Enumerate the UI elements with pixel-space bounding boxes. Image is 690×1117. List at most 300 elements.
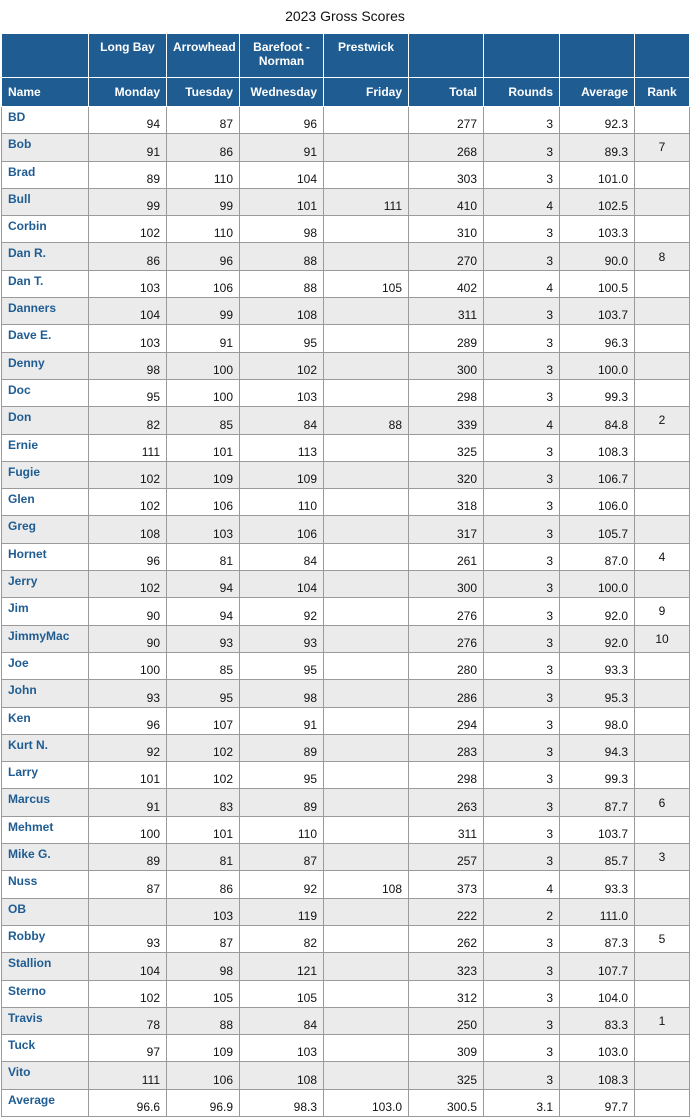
- wednesday-score: 102: [240, 352, 324, 379]
- player-name: Ken: [2, 707, 89, 734]
- average-score: 93.3: [560, 871, 635, 898]
- rounds-count: 3: [484, 652, 560, 679]
- monday-score: 103: [89, 270, 167, 297]
- rank-value: [635, 816, 690, 843]
- table-row: [2, 625, 690, 652]
- tuesday-score: 88: [167, 1007, 240, 1034]
- wednesday-score: 91: [240, 707, 324, 734]
- wednesday-score: 96: [240, 107, 324, 134]
- rank-value: [635, 325, 690, 352]
- column-header-rank: Rank: [635, 78, 690, 107]
- tuesday-score: 109: [167, 461, 240, 488]
- wednesday-score: 95: [240, 762, 324, 789]
- friday-score: [324, 489, 409, 516]
- friday-score: [324, 625, 409, 652]
- total-score: 373: [409, 871, 484, 898]
- monday-score: 91: [89, 134, 167, 161]
- table-row: [2, 762, 690, 789]
- wednesday-score: 103: [240, 379, 324, 406]
- average-score: 95.3: [560, 680, 635, 707]
- average-score: 100.0: [560, 571, 635, 598]
- average-score: 98.0: [560, 707, 635, 734]
- player-name: OB: [2, 898, 89, 925]
- friday-score: [324, 953, 409, 980]
- wednesday-score: 104: [240, 161, 324, 188]
- wednesday-score: 89: [240, 734, 324, 761]
- wednesday-score: 93: [240, 625, 324, 652]
- friday-score: [324, 816, 409, 843]
- wednesday-score: 121: [240, 953, 324, 980]
- monday-score: [89, 898, 167, 925]
- friday-score: [324, 134, 409, 161]
- tuesday-score: 85: [167, 407, 240, 434]
- tuesday-score: 100: [167, 352, 240, 379]
- friday-score: [324, 1035, 409, 1062]
- tuesday-score: 94: [167, 598, 240, 625]
- rounds-count: 3: [484, 1007, 560, 1034]
- average-score: 93.3: [560, 652, 635, 679]
- course-friday: Prestwick: [324, 34, 409, 78]
- monday-score: 91: [89, 789, 167, 816]
- rank-value: 5: [635, 925, 690, 952]
- tuesday-score: 81: [167, 543, 240, 570]
- friday-score: [324, 434, 409, 461]
- friday-score: [324, 325, 409, 352]
- total-score: 261: [409, 543, 484, 570]
- friday-score: [324, 216, 409, 243]
- rank-value: [635, 461, 690, 488]
- friday-score: [324, 898, 409, 925]
- monday-score: 103: [89, 325, 167, 352]
- wednesday-score: 84: [240, 1007, 324, 1034]
- rounds-count: 3: [484, 489, 560, 516]
- rounds-count: 3: [484, 298, 560, 325]
- rank-value: [635, 1062, 690, 1089]
- tuesday-score: 107: [167, 707, 240, 734]
- player-name: Bull: [2, 188, 89, 215]
- player-name: Ernie: [2, 434, 89, 461]
- wednesday-score: 119: [240, 898, 324, 925]
- average-score: 92.0: [560, 625, 635, 652]
- table-row: [2, 844, 690, 871]
- tuesday-score: 86: [167, 134, 240, 161]
- wednesday-score: 92: [240, 598, 324, 625]
- rank-value: [635, 516, 690, 543]
- tuesday-score: 93: [167, 625, 240, 652]
- column-header-name: Name: [2, 78, 89, 107]
- total-score: 294: [409, 707, 484, 734]
- friday-score: [324, 680, 409, 707]
- rank-value: [635, 571, 690, 598]
- tuesday-score: 98: [167, 953, 240, 980]
- table-row: [2, 298, 690, 325]
- column-header-rounds: Rounds: [484, 78, 560, 107]
- player-name: Larry: [2, 762, 89, 789]
- friday-score: [324, 734, 409, 761]
- rounds-count: 3: [484, 980, 560, 1007]
- friday-score: 105: [324, 270, 409, 297]
- rounds-count: 3: [484, 625, 560, 652]
- rank-value: [635, 734, 690, 761]
- monday-score: 101: [89, 762, 167, 789]
- average-score: 87.0: [560, 543, 635, 570]
- wednesday-score: 110: [240, 489, 324, 516]
- rank-value: 3: [635, 844, 690, 871]
- total-score: 312: [409, 980, 484, 1007]
- average-score: 99.3: [560, 379, 635, 406]
- friday-score: [324, 379, 409, 406]
- player-name: Fugie: [2, 461, 89, 488]
- monday-score: 96: [89, 543, 167, 570]
- total-score: 300: [409, 571, 484, 598]
- total-score: 276: [409, 598, 484, 625]
- monday-score: 92: [89, 734, 167, 761]
- friday-score: [324, 243, 409, 270]
- rounds-count: 3: [484, 434, 560, 461]
- total-score: 268: [409, 134, 484, 161]
- average-score: 89.3: [560, 134, 635, 161]
- rank-value: 4: [635, 543, 690, 570]
- player-name: Bob: [2, 134, 89, 161]
- monday-score: 90: [89, 598, 167, 625]
- monday-score: 96: [89, 707, 167, 734]
- average-score: 96.3: [560, 325, 635, 352]
- wednesday-score: 108: [240, 1062, 324, 1089]
- monday-score: 93: [89, 925, 167, 952]
- rank-value: [635, 216, 690, 243]
- total-score: 317: [409, 516, 484, 543]
- total-score: 222: [409, 898, 484, 925]
- monday-score: 87: [89, 871, 167, 898]
- rank-value: [635, 161, 690, 188]
- header-blank-total: [409, 34, 484, 78]
- total-score: 286: [409, 680, 484, 707]
- table-row: [2, 434, 690, 461]
- column-header-total: Total: [409, 78, 484, 107]
- tuesday-score: 103: [167, 898, 240, 925]
- average-score: 106.0: [560, 489, 635, 516]
- rounds-count: 3: [484, 1035, 560, 1062]
- table-row: [2, 789, 690, 816]
- wednesday-score: 88: [240, 270, 324, 297]
- friday-score: 111: [324, 188, 409, 215]
- rank-value: 10: [635, 625, 690, 652]
- player-name: Mehmet: [2, 816, 89, 843]
- table-row: [2, 243, 690, 270]
- monday-score: 102: [89, 571, 167, 598]
- wednesday-score: 108: [240, 298, 324, 325]
- rounds-count: 4: [484, 407, 560, 434]
- friday-score: [324, 1007, 409, 1034]
- total-score: 311: [409, 298, 484, 325]
- wednesday-score: 98.3: [240, 1089, 324, 1116]
- average-score: 90.0: [560, 243, 635, 270]
- rounds-count: 3: [484, 789, 560, 816]
- wednesday-score: 105: [240, 980, 324, 1007]
- rank-value: [635, 1089, 690, 1116]
- rounds-count: 3: [484, 707, 560, 734]
- total-score: 311: [409, 816, 484, 843]
- wednesday-score: 91: [240, 134, 324, 161]
- course-wednesday: Barefoot - Norman: [240, 34, 324, 78]
- tuesday-score: 99: [167, 188, 240, 215]
- wednesday-score: 104: [240, 571, 324, 598]
- player-name: Brad: [2, 161, 89, 188]
- monday-score: 97: [89, 1035, 167, 1062]
- player-name: Jim: [2, 598, 89, 625]
- total-score: 320: [409, 461, 484, 488]
- header-blank-rounds: [484, 34, 560, 78]
- tuesday-score: 87: [167, 107, 240, 134]
- rounds-count: 3: [484, 325, 560, 352]
- rank-value: [635, 980, 690, 1007]
- friday-score: 103.0: [324, 1089, 409, 1116]
- rank-value: [635, 680, 690, 707]
- table-row: [2, 216, 690, 243]
- tuesday-score: 81: [167, 844, 240, 871]
- friday-score: [324, 461, 409, 488]
- friday-score: [324, 107, 409, 134]
- table-row: [2, 1062, 690, 1089]
- total-score: 298: [409, 379, 484, 406]
- rank-value: 9: [635, 598, 690, 625]
- player-name: John: [2, 680, 89, 707]
- monday-score: 104: [89, 298, 167, 325]
- rank-value: [635, 107, 690, 134]
- rounds-count: 3: [484, 816, 560, 843]
- rounds-count: 3: [484, 161, 560, 188]
- rounds-count: 3: [484, 216, 560, 243]
- table-row: [2, 407, 690, 434]
- total-score: 263: [409, 789, 484, 816]
- average-score: 92.0: [560, 598, 635, 625]
- tuesday-score: 109: [167, 1035, 240, 1062]
- player-name: Greg: [2, 516, 89, 543]
- tuesday-score: 102: [167, 762, 240, 789]
- table-row: [2, 161, 690, 188]
- column-header-average: Average: [560, 78, 635, 107]
- header-blank-name: [2, 34, 89, 78]
- player-name: Stallion: [2, 953, 89, 980]
- wednesday-score: 98: [240, 216, 324, 243]
- total-score: 402: [409, 270, 484, 297]
- wednesday-score: 109: [240, 461, 324, 488]
- total-score: 325: [409, 434, 484, 461]
- header-blank-rank: [635, 34, 690, 78]
- total-score: 325: [409, 1062, 484, 1089]
- tuesday-score: 110: [167, 161, 240, 188]
- average-score: 103.0: [560, 1035, 635, 1062]
- player-name: BD: [2, 107, 89, 134]
- monday-score: 89: [89, 161, 167, 188]
- player-name: Mike G.: [2, 844, 89, 871]
- player-name: Don: [2, 407, 89, 434]
- monday-score: 102: [89, 980, 167, 1007]
- rounds-count: 3: [484, 844, 560, 871]
- player-name: Denny: [2, 352, 89, 379]
- friday-score: [324, 571, 409, 598]
- friday-score: 88: [324, 407, 409, 434]
- wednesday-score: 92: [240, 871, 324, 898]
- tuesday-score: 106: [167, 1062, 240, 1089]
- table-row: [2, 107, 690, 134]
- monday-score: 95: [89, 379, 167, 406]
- total-score: 270: [409, 243, 484, 270]
- tuesday-score: 100: [167, 379, 240, 406]
- rank-value: [635, 352, 690, 379]
- average-score: 99.3: [560, 762, 635, 789]
- total-score: 309: [409, 1035, 484, 1062]
- total-score: 262: [409, 925, 484, 952]
- table-row: [2, 543, 690, 570]
- rounds-count: 3: [484, 461, 560, 488]
- column-header-tuesday: Tuesday: [167, 78, 240, 107]
- table-row: [2, 325, 690, 352]
- rounds-count: 4: [484, 188, 560, 215]
- rounds-count: 3: [484, 134, 560, 161]
- rank-value: 2: [635, 407, 690, 434]
- rank-value: 1: [635, 1007, 690, 1034]
- table-row: [2, 980, 690, 1007]
- player-name: Travis: [2, 1007, 89, 1034]
- rounds-count: 3: [484, 598, 560, 625]
- table-row: [2, 134, 690, 161]
- tuesday-score: 102: [167, 734, 240, 761]
- column-header-row: [2, 78, 690, 107]
- header-blank-average: [560, 34, 635, 78]
- table-row: [2, 461, 690, 488]
- tuesday-score: 106: [167, 270, 240, 297]
- monday-score: 102: [89, 461, 167, 488]
- rank-value: [635, 1035, 690, 1062]
- player-name: Joe: [2, 652, 89, 679]
- monday-score: 94: [89, 107, 167, 134]
- rank-value: [635, 652, 690, 679]
- rank-value: [635, 898, 690, 925]
- monday-score: 78: [89, 1007, 167, 1034]
- player-name: Jerry: [2, 571, 89, 598]
- rank-value: [635, 953, 690, 980]
- table-row: [2, 652, 690, 679]
- monday-score: 111: [89, 434, 167, 461]
- rank-value: [635, 707, 690, 734]
- average-score: 83.3: [560, 1007, 635, 1034]
- total-score: 276: [409, 625, 484, 652]
- friday-score: [324, 1062, 409, 1089]
- player-name: Glen: [2, 489, 89, 516]
- tuesday-score: 94: [167, 571, 240, 598]
- player-name: Dan R.: [2, 243, 89, 270]
- tuesday-score: 101: [167, 816, 240, 843]
- friday-score: [324, 516, 409, 543]
- friday-score: [324, 652, 409, 679]
- average-score: 87.7: [560, 789, 635, 816]
- monday-score: 102: [89, 489, 167, 516]
- friday-score: [324, 844, 409, 871]
- rounds-count: 3: [484, 925, 560, 952]
- average-score: 84.8: [560, 407, 635, 434]
- rounds-count: 3: [484, 1062, 560, 1089]
- tuesday-score: 99: [167, 298, 240, 325]
- monday-score: 98: [89, 352, 167, 379]
- rounds-count: 3: [484, 680, 560, 707]
- friday-score: 108: [324, 871, 409, 898]
- wednesday-score: 103: [240, 1035, 324, 1062]
- tuesday-score: 85: [167, 652, 240, 679]
- column-header-friday: Friday: [324, 78, 409, 107]
- player-name: Dave E.: [2, 325, 89, 352]
- player-name: Vito: [2, 1062, 89, 1089]
- total-score: 289: [409, 325, 484, 352]
- tuesday-score: 87: [167, 925, 240, 952]
- rounds-count: 3: [484, 107, 560, 134]
- average-score: 101.0: [560, 161, 635, 188]
- table-row: [2, 516, 690, 543]
- total-score: 318: [409, 489, 484, 516]
- course-header-row: [2, 34, 690, 78]
- rank-value: [635, 270, 690, 297]
- friday-score: [324, 980, 409, 1007]
- rounds-count: 3.1: [484, 1089, 560, 1116]
- player-name: Tuck: [2, 1035, 89, 1062]
- average-score: 103.3: [560, 216, 635, 243]
- total-score: 300: [409, 352, 484, 379]
- average-score: 106.7: [560, 461, 635, 488]
- player-name: Average: [2, 1089, 89, 1116]
- rounds-count: 3: [484, 243, 560, 270]
- average-score: 102.5: [560, 188, 635, 215]
- total-score: 257: [409, 844, 484, 871]
- player-name: Dan T.: [2, 270, 89, 297]
- monday-score: 86: [89, 243, 167, 270]
- average-score: 107.7: [560, 953, 635, 980]
- monday-score: 104: [89, 953, 167, 980]
- rounds-count: 3: [484, 571, 560, 598]
- rank-value: [635, 434, 690, 461]
- average-score: 97.7: [560, 1089, 635, 1116]
- rounds-count: 3: [484, 516, 560, 543]
- tuesday-score: 83: [167, 789, 240, 816]
- table-row: [2, 352, 690, 379]
- average-score: 108.3: [560, 1062, 635, 1089]
- table-row: [2, 816, 690, 843]
- rounds-count: 4: [484, 871, 560, 898]
- player-name: Nuss: [2, 871, 89, 898]
- tuesday-score: 106: [167, 489, 240, 516]
- average-score: 105.7: [560, 516, 635, 543]
- tuesday-score: 96.9: [167, 1089, 240, 1116]
- wednesday-score: 84: [240, 543, 324, 570]
- table-row: [2, 270, 690, 297]
- table-row: [2, 379, 690, 406]
- monday-score: 108: [89, 516, 167, 543]
- wednesday-score: 88: [240, 243, 324, 270]
- average-score: 103.7: [560, 816, 635, 843]
- monday-score: 102: [89, 216, 167, 243]
- wednesday-score: 95: [240, 652, 324, 679]
- score-rows: [2, 107, 690, 1117]
- rounds-count: 3: [484, 379, 560, 406]
- course-tuesday: Arrowhead: [167, 34, 240, 78]
- rank-value: 7: [635, 134, 690, 161]
- average-score: 108.3: [560, 434, 635, 461]
- tuesday-score: 95: [167, 680, 240, 707]
- column-header-wednesday: Wednesday: [240, 78, 324, 107]
- player-name: Danners: [2, 298, 89, 325]
- table-row: [2, 598, 690, 625]
- monday-score: 100: [89, 652, 167, 679]
- average-score: 94.3: [560, 734, 635, 761]
